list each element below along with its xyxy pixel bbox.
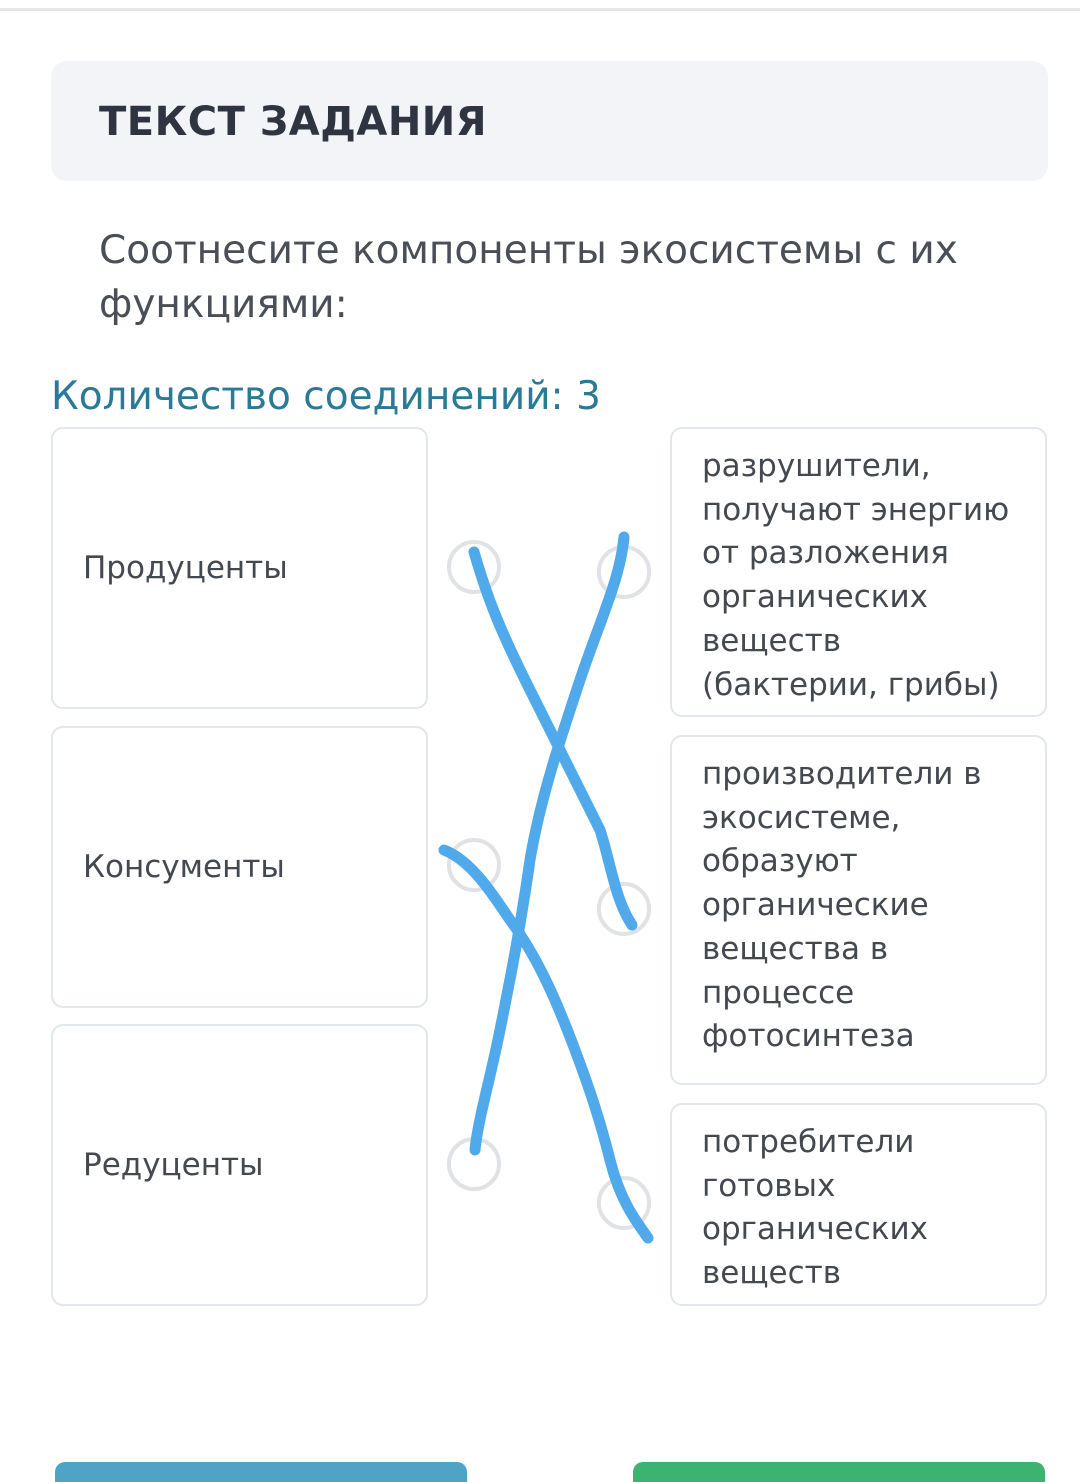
right-card-label: потребители готовых органических веществ <box>702 1124 928 1292</box>
bottom-left-button[interactable] <box>55 1462 467 1482</box>
left-card-consumers[interactable] <box>51 726 428 1008</box>
right-card-label: разрушители, получают энергию от разложения органических веществ (бактерии, грибы) <box>702 448 1010 703</box>
left-card-label: Редуценты <box>83 1147 264 1183</box>
right-card-producers-desc[interactable] <box>670 735 1047 1085</box>
right-card-label: производители в экосистеме, образуют органические вещества в процессе фотосинтеза <box>702 756 982 1055</box>
top-divider <box>0 8 1080 11</box>
bottom-right-button[interactable] <box>633 1462 1045 1482</box>
question-text: Соотнесите компоненты экосистемы с их функциями: <box>99 228 958 327</box>
connections-count: Количество соединений: 3 <box>51 374 601 419</box>
left-connector-1[interactable] <box>447 540 501 594</box>
left-connector-2[interactable] <box>447 838 501 892</box>
right-connector-1[interactable] <box>597 545 651 599</box>
right-card-consumers-desc[interactable] <box>670 1103 1047 1306</box>
left-card-reducers[interactable] <box>51 1024 428 1306</box>
left-connector-3[interactable] <box>447 1137 501 1191</box>
right-connector-3[interactable] <box>597 1176 651 1230</box>
right-connector-2[interactable] <box>597 882 651 936</box>
left-card-producers[interactable] <box>51 427 428 709</box>
left-card-label: Консументы <box>83 849 285 885</box>
task-header <box>51 61 1048 181</box>
right-card-destroyers[interactable] <box>670 427 1047 717</box>
task-header-title: ТЕКСТ ЗАДАНИЯ <box>99 99 488 145</box>
match-line-reducers <box>475 537 624 1150</box>
left-card-label: Продуценты <box>83 550 288 586</box>
